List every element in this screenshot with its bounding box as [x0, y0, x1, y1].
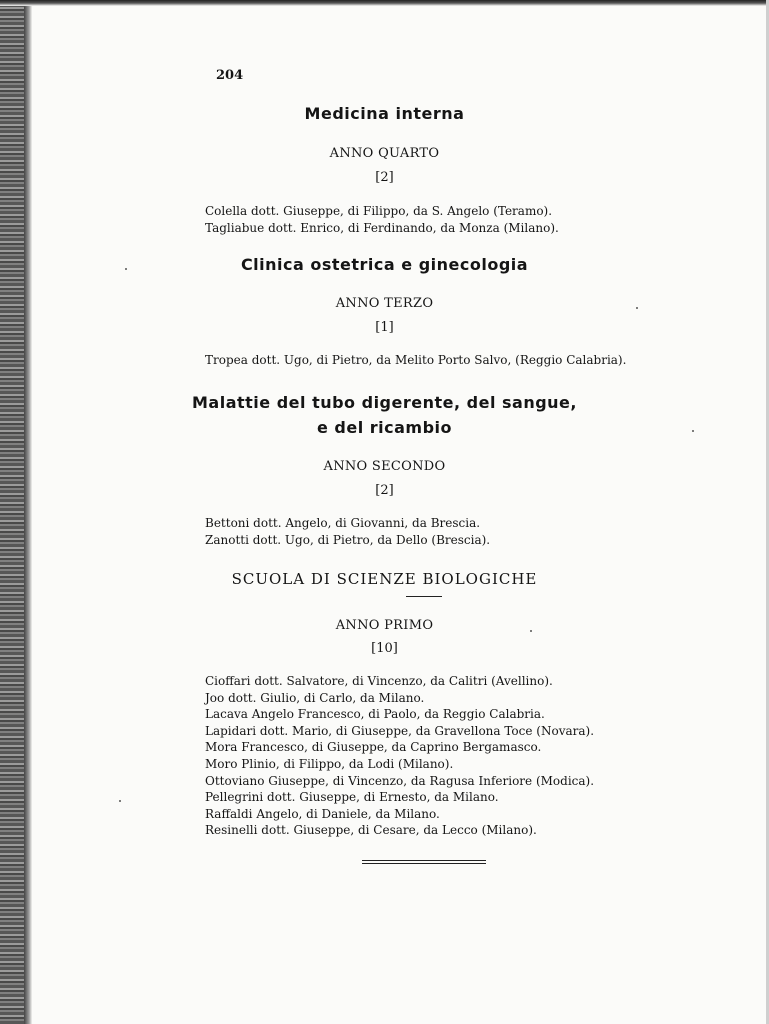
student-entry: Joo dott. Giulio, di Carlo, da Milano. [205, 690, 425, 705]
student-entry: Lapidari dott. Mario, di Giuseppe, da Gravellona Toce (Novara). [205, 723, 595, 738]
student-count: [2] [375, 170, 394, 185]
student-count: [10] [371, 641, 398, 656]
student-entry: Moro Plinio, di Filippo, da Lodi (Milano). [205, 756, 454, 771]
student-entry: Cioffari dott. Salvatore, di Vincenzo, da Calitri (Avellino). [205, 674, 553, 688]
scan-speck [125, 268, 127, 270]
school-title: SCUOLA DI SCIENZE BIOLOGICHE [231, 570, 538, 588]
student-entry: Colella dott. Giuseppe, di Filippo, da S. Angelo (Teramo). [205, 204, 553, 218]
student-list-scuola [205, 673, 594, 839]
student-entry: Tagliabue dott. Enrico, di Ferdinando, da Monza (Milano). [205, 220, 559, 235]
section-title-malattie-line1: Malattie del tubo digerente, del sangue, [192, 393, 577, 412]
year-label-terzo: ANNO TERZO [335, 296, 434, 311]
student-entry: Resinelli dott. Giuseppe, di Cesare, da Lecco (Milano). [205, 823, 537, 838]
year-label-primo: ANNO PRIMO [335, 618, 434, 633]
student-count: [2] [375, 483, 394, 498]
scan-speck [530, 630, 532, 632]
page-top-edge [0, 0, 769, 6]
student-entry: Raffaldi Angelo, di Daniele, da Milano. [205, 806, 440, 821]
student-entry: Bettoni dott. Angelo, di Giovanni, da Brescia. [205, 516, 481, 530]
section-title-medicina-interna: Medicina interna [304, 104, 465, 123]
year-label-secondo: ANNO SECONDO [323, 459, 446, 474]
student-list-clinica [205, 352, 626, 369]
student-entry: Tropea dott. Ugo, di Pietro, da Melito Porto Salvo, (Reggio Calabria). [205, 353, 627, 367]
scan-speck [119, 800, 121, 802]
student-entry: Mora Francesco, di Giuseppe, da Caprino Bergamasco. [205, 740, 542, 755]
student-count: [1] [375, 320, 394, 335]
page-number: 204 [216, 68, 244, 83]
student-list-medicina [205, 203, 559, 236]
year-label-quarto: ANNO QUARTO [329, 146, 440, 161]
end-of-page-double-rule [362, 860, 486, 864]
scan-speck [636, 307, 638, 309]
scan-speck [692, 430, 694, 432]
student-entry: Lacava Angelo Francesco, di Paolo, da Reggio Calabria. [205, 707, 545, 722]
student-list-malattie [205, 515, 490, 548]
student-entry: Zanotti dott. Ugo, di Pietro, da Dello (Brescia). [205, 532, 491, 547]
title-underline [406, 596, 442, 597]
student-entry: Pellegrini dott. Giuseppe, di Ernesto, da Milano. [205, 790, 499, 805]
section-title-malattie-line2: e del ricambio [316, 418, 453, 437]
student-entry: Ottoviano Giuseppe, di Vincenzo, da Ragusa Inferiore (Modica). [205, 773, 595, 788]
section-title-clinica-ostetrica: Clinica ostetrica e ginecologia [240, 255, 529, 274]
